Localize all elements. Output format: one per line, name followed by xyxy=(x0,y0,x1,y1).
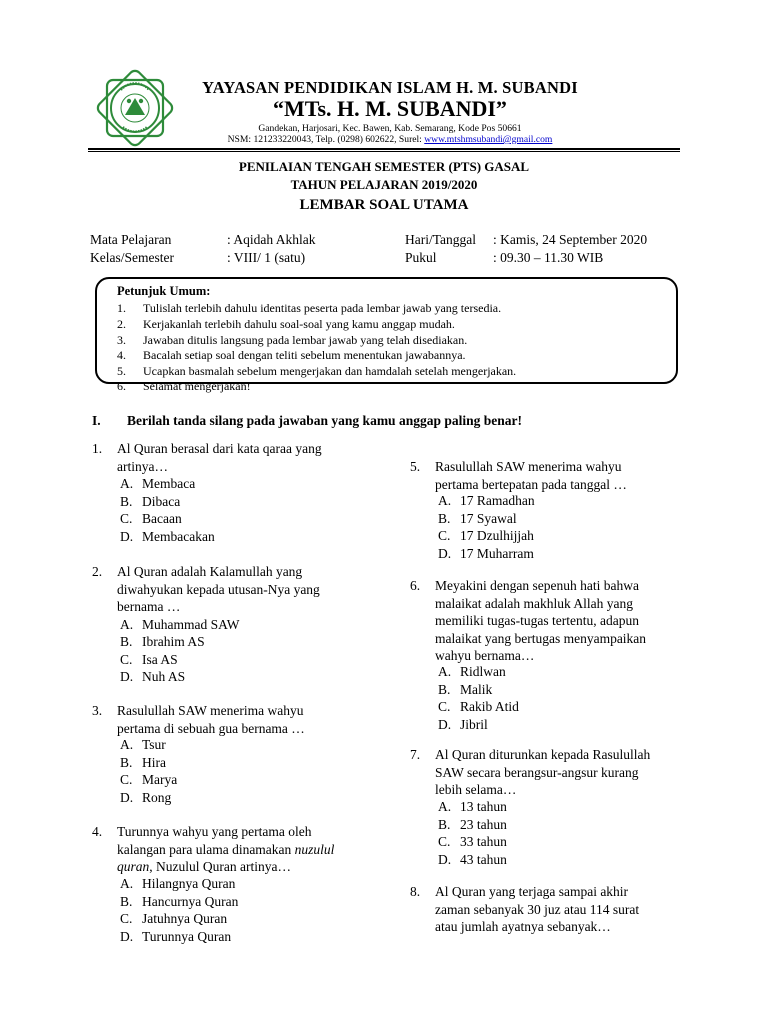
day-label: Hari/Tanggal xyxy=(405,232,477,247)
instruction-item: 2. Kerjakanlah terlebih dahulu soal-soal yang kamu anggap mudah. xyxy=(117,317,455,331)
option-b[interactable] xyxy=(120,493,180,511)
option-c[interactable] xyxy=(120,771,177,789)
academic-year: TAHUN PELAJARAN 2019/2020 xyxy=(290,177,478,192)
question-number: 1. xyxy=(92,441,103,456)
option-letter: D. xyxy=(120,669,134,684)
option-letter: C. xyxy=(438,699,451,714)
subject-value: : Aqidah Akhlak xyxy=(227,232,316,247)
option-text: Hancurnya Quran xyxy=(142,893,239,909)
option-letter: C. xyxy=(120,651,133,667)
option-text: Isa AS xyxy=(142,651,178,667)
instruction-item: 6. Selamat mengerjakan! xyxy=(117,379,251,393)
instruction-item: 1. Tulislah terlebih dahulu identitas peserta pada lembar jawab yang tersedia. xyxy=(117,301,502,315)
option-text: Bacaan xyxy=(142,511,182,526)
school-logo xyxy=(90,68,180,148)
question-number: 3. xyxy=(92,703,103,718)
option-c[interactable] xyxy=(120,910,227,928)
option-d[interactable] xyxy=(120,928,231,946)
option-c[interactable] xyxy=(438,833,507,851)
option-text: 23 tahun xyxy=(460,816,507,832)
option-d[interactable] xyxy=(120,789,171,807)
option-a[interactable] xyxy=(438,798,507,816)
question-text: Al Quran yang terjaga sampai akhir zaman sebanyak 30 juz atau 114 surat atau jumlah ayatnya sebanyak… xyxy=(435,884,640,934)
question-text: Rasulullah SAW menerima wahyu pertama di sebuah gua bernama … xyxy=(117,703,305,736)
option-text: Membaca xyxy=(142,476,196,491)
option-letter: A. xyxy=(438,493,452,508)
option-letter: D. xyxy=(438,545,452,561)
option-text: 17 Dzulhijjah xyxy=(460,528,534,543)
option-letter: A. xyxy=(120,616,134,632)
question-number: 5. xyxy=(410,459,421,474)
option-text: Membacakan xyxy=(142,528,215,544)
day-value: : Kamis, 24 September 2020 xyxy=(493,232,648,247)
question-number: 2. xyxy=(92,564,103,579)
question-text: Al Quran berasal dari kata qaraa yang artinya… xyxy=(117,441,322,474)
question-number: 4. xyxy=(92,824,103,839)
option-a[interactable] xyxy=(438,663,506,681)
question-number: 6. xyxy=(410,578,421,593)
option-letter: A. xyxy=(120,876,134,891)
option-letter: B. xyxy=(120,493,133,509)
option-text: Ridlwan xyxy=(460,664,506,679)
option-a[interactable] xyxy=(438,492,535,510)
time-value: : 09.30 – 11.30 WIB xyxy=(493,250,604,265)
option-a[interactable] xyxy=(120,475,195,493)
email-link[interactable]: www.mtshmsubandi@gmail.com xyxy=(424,134,553,145)
option-letter: B. xyxy=(438,681,451,697)
question-number: 7. xyxy=(410,747,421,762)
instructions-title: Petunjuk Umum: xyxy=(117,284,211,298)
option-text: Malik xyxy=(460,681,493,697)
header-divider xyxy=(88,148,680,150)
option-text: Muhammad SAW xyxy=(142,616,240,632)
option-letter: A. xyxy=(120,737,134,752)
option-b[interactable] xyxy=(120,633,205,651)
option-letter: C. xyxy=(120,911,133,926)
option-text: Hira xyxy=(142,754,166,770)
question-text: Al Quran diturunkan kepada Rasulullah SAW secara berangsur-angsur kurang lebih selama… xyxy=(435,747,651,797)
option-c[interactable] xyxy=(120,510,182,528)
option-c[interactable] xyxy=(438,698,519,716)
section-instruction: Berilah tanda silang pada jawaban yang kamu anggap paling benar! xyxy=(127,413,522,428)
option-text: 33 tahun xyxy=(460,834,507,849)
option-text: 17 Muharram xyxy=(460,545,534,561)
instruction-item: 5. Ucapkan basmalah sebelum mengerjakan dan hamdalah setelah mengerjakan. xyxy=(117,364,517,378)
option-letter: B. xyxy=(120,754,133,770)
option-letter: A. xyxy=(438,664,452,679)
school-contact xyxy=(190,134,590,145)
option-b[interactable] xyxy=(438,816,507,834)
option-letter: D. xyxy=(120,789,134,805)
option-text: 17 Ramadhan xyxy=(460,493,535,508)
question-number: 8. xyxy=(410,884,421,899)
question-text: Rasulullah SAW menerima wahyu pertama bertepatan pada tanggal … xyxy=(435,459,627,492)
option-d[interactable] xyxy=(438,716,488,734)
option-letter: D. xyxy=(438,851,452,867)
option-letter: D. xyxy=(438,716,452,732)
option-letter: A. xyxy=(438,799,452,814)
time-label: Pukul xyxy=(405,250,437,265)
option-letter: A. xyxy=(120,476,134,491)
option-text: 43 tahun xyxy=(460,851,507,867)
option-d[interactable] xyxy=(438,545,534,563)
question-text: Meyakini dengan sepenuh hati bahwa malaikat adalah makhluk Allah yang memiliki tugas-tugas tertentu, adapun malaikat yang bertugas menyampaikan wahyu bernama… xyxy=(435,578,647,663)
option-letter: D. xyxy=(120,928,134,944)
option-b[interactable] xyxy=(438,681,492,699)
option-text: Nuh AS xyxy=(142,669,186,684)
option-text: Tsur xyxy=(142,737,166,752)
option-text: Hilangnya Quran xyxy=(142,876,236,891)
option-a[interactable] xyxy=(120,616,240,634)
sheet-title: LEMBAR SOAL UTAMA xyxy=(299,197,469,213)
option-letter: C. xyxy=(120,511,133,526)
option-text: Turunnya Quran xyxy=(142,928,232,944)
option-letter: C. xyxy=(438,528,451,543)
subject-label: Mata Pelajaran xyxy=(90,232,172,247)
option-d[interactable] xyxy=(120,668,185,686)
option-text: Dibaca xyxy=(142,493,181,509)
class-label: Kelas/Semester xyxy=(90,250,174,265)
contact-prefix: NSM: 121233220043, Telp. (0298) 602622, Surel: xyxy=(227,134,425,145)
exam-title: PENILAIAN TENGAH SEMESTER (PTS) GASAL xyxy=(238,159,530,174)
class-value: : VIII/ 1 (satu) xyxy=(227,250,306,265)
option-letter: C. xyxy=(120,772,133,787)
option-a[interactable] xyxy=(120,736,166,754)
option-text: 13 tahun xyxy=(460,799,507,814)
option-text: Rong xyxy=(142,789,172,805)
option-text: 17 Syawal xyxy=(460,510,517,526)
instruction-item: 3. Jawaban ditulis langsung pada lembar jawab yang telah disediakan. xyxy=(117,333,468,347)
question-text: Turunnya wahyu yang pertama oleh kalangan para ulama dinamakan nuzulul quran, Nuzulul Quran artinya… xyxy=(117,824,335,874)
school-address: Gandekan, Harjosari, Kec. Bawen, Kab. Semarang, Kode Pos 50661 xyxy=(258,123,522,134)
instructions-box xyxy=(95,277,678,393)
option-letter: B. xyxy=(438,816,451,832)
section-number: I. xyxy=(92,413,101,428)
option-text: Rakib Atid xyxy=(460,699,519,714)
option-d[interactable] xyxy=(438,851,507,869)
instruction-item: 4. Bacalah setiap soal dengan teliti sebelum menentukan jawabannya. xyxy=(117,348,466,362)
option-c[interactable] xyxy=(120,651,178,669)
foundation-name: YAYASAN PENDIDIKAN ISLAM H. M. SUBANDI xyxy=(202,78,578,97)
option-letter: D. xyxy=(120,528,134,544)
option-d[interactable] xyxy=(120,528,215,546)
option-letter: C. xyxy=(438,834,451,849)
option-letter: B. xyxy=(120,893,133,909)
question-text: Al Quran adalah Kalamullah yang diwahyukan kepada utusan-Nya yang bernama … xyxy=(117,564,320,614)
option-b[interactable] xyxy=(120,754,166,772)
option-a[interactable] xyxy=(120,875,235,893)
option-b[interactable] xyxy=(120,893,238,911)
school-name: “MTs. H. M. SUBANDI” xyxy=(273,96,507,121)
option-text: Jatuhnya Quran xyxy=(142,911,228,926)
option-letter: B. xyxy=(438,510,451,526)
option-c[interactable] xyxy=(438,527,534,545)
option-b[interactable] xyxy=(438,510,517,528)
option-letter: B. xyxy=(120,634,133,649)
header-divider-thin xyxy=(88,151,680,152)
option-text: Marya xyxy=(142,772,178,787)
option-text: Ibrahim AS xyxy=(142,634,205,649)
option-text: Jibril xyxy=(460,716,488,732)
